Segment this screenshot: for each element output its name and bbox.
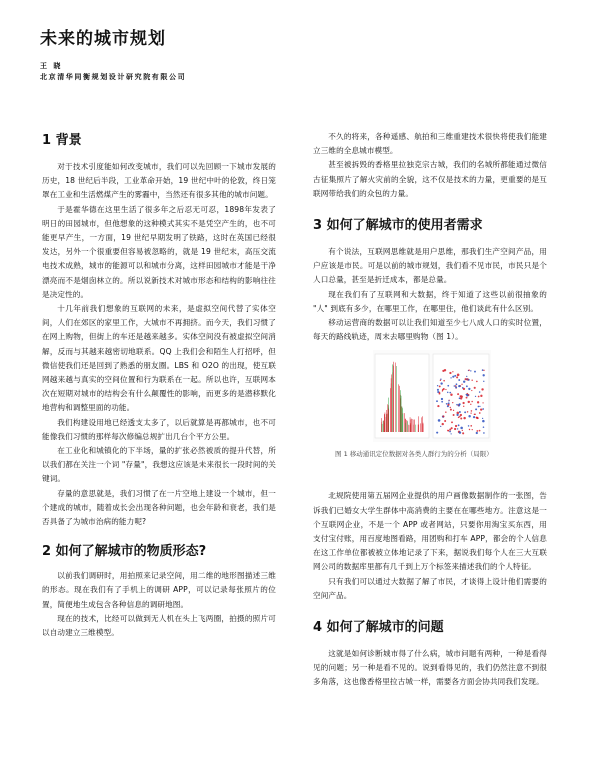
scatter-dot — [447, 430, 449, 432]
scatter-dot — [474, 371, 476, 373]
scatter-dot — [458, 380, 460, 382]
paragraph: 只有我们可以通过大数据了解了市民，才谈得上设计他们需要的空间产品。 — [313, 576, 547, 600]
scatter-dot — [456, 377, 458, 379]
paragraph: 甚至被拆毁的香格里拉独克宗古城，我们的名城所都能通过微信古征集照片了解火灾前的全貌，这不仅是技术的力量，更重要的是互联网带给我们的众包的力量。 — [313, 160, 547, 198]
scatter-dot — [452, 376, 454, 378]
scatter-dot — [482, 370, 484, 372]
scatter-dot — [471, 390, 472, 391]
scatter-dot — [437, 405, 439, 407]
scatter-dot — [470, 404, 471, 405]
paragraph: 存量的意思就是，我们习惯了在一片空地上建设一个城市，但一个建成的城市，随着成长会出现各种问题，也会年龄和衰老，我们是否具备了为城市治病的能力呢? — [42, 488, 276, 527]
scatter-dot — [459, 411, 461, 413]
scatter-dot — [466, 376, 467, 377]
scatter-dot — [441, 401, 443, 403]
scatter-dot — [446, 403, 448, 405]
scatter-dot — [476, 381, 478, 383]
scatter-dot — [457, 394, 459, 396]
scatter-dot — [468, 388, 470, 390]
scatter-dot — [452, 372, 453, 373]
scatter-dot — [479, 413, 481, 415]
scatter-dot — [471, 401, 473, 403]
section-4-heading: 4 如何了解城市的问题 — [313, 620, 444, 636]
scatter-dot — [443, 380, 445, 382]
scatter-dot — [445, 389, 446, 390]
scatter-dot — [461, 384, 462, 385]
scatter-dot — [476, 417, 478, 419]
scatter-dot — [443, 388, 445, 390]
scatter-dot — [475, 396, 476, 397]
scatter-dot — [476, 432, 478, 434]
scatter-dot — [451, 422, 453, 424]
scatter-dot — [468, 426, 470, 428]
scatter-dot — [479, 406, 480, 407]
left-column — [42, 128, 276, 640]
scatter-dot — [438, 420, 441, 423]
scatter-dot — [437, 391, 439, 393]
scatter-dot — [483, 433, 485, 435]
scatter-dot — [482, 409, 484, 411]
scatter-dot — [483, 375, 485, 377]
scatter-dot — [466, 397, 468, 399]
scatter-dot — [468, 401, 470, 403]
scatter-dot — [447, 404, 449, 406]
scatter-dot — [439, 386, 441, 388]
scatter-dot — [449, 392, 451, 394]
paragraph: 不久的将来，各种遥感、航拍和三维重建技术很快将使我们能建立三维的全息城市模型。 — [313, 132, 547, 156]
scatter-dot — [483, 427, 485, 429]
scatter-dot — [451, 434, 452, 435]
scatter-dot — [437, 385, 438, 386]
scatter-dot — [458, 385, 460, 387]
scatter-dot — [449, 372, 451, 374]
figure-left-plot — [375, 354, 429, 438]
paragraph: 在工业化和城镇化的下半场，量的扩张必然被质的提升代替，所以我们都在关注一个词 "存量"，我想这应该是未来很长一段时间的关键词。 — [42, 446, 276, 484]
paragraph: 十几年前我们想象的互联网的未来，是虚拟空间代替了实体空间，人们在郊区的家里工作，大城市不再拥挤。而今天，我们习惯了在网上购物，但街上的车还是越来越多。实体空间没有被虚拟空间消解，反而与其越来越密切地联系。QQ 上我们会和陌生人打招呼，但微信使我们还是回到了熟悉的朋友圈。LBS 和 O2O 的出现，使互联网越来越与真实的空间位置和行为联系在一起。所以也许，互联网本次在短期对城市的结构会有什么颠覆性的影响，而更多的是潜移默化地营构和调整里面的功能。 — [42, 304, 276, 413]
scatter-dot — [462, 433, 464, 435]
scatter-dot — [475, 414, 476, 415]
paragraph: 于是霍华德在这里生活了很多年之后忍无可忍，1898年发表了明日的田园城市，但他想象的这种模式其实不是凭空产生的，也不可能更早产生，一方面，19 世纪早期发明了铁路，这时在英国已经很发达，另外一个很重要但容易被忽略的，就是 19 世纪末，高压交流电技术成熟，城市的能源可以和城市分离，这样田园城市才能是干净漂亮而不是烟囱林立的。所以说新技术对城市形态和结构的影响往往是决定性的。 — [42, 204, 276, 299]
scatter-dot — [437, 389, 439, 391]
scatter-dot — [480, 395, 482, 397]
scatter-dot — [440, 383, 442, 385]
scatter-dot — [436, 401, 438, 403]
scatter-dot — [472, 429, 473, 430]
scatter-dot — [450, 407, 451, 408]
page-title: 未来的城市规划 — [40, 29, 166, 49]
scatter-dot — [462, 402, 464, 404]
scatter-dot — [462, 430, 463, 431]
scatter-dot — [483, 381, 484, 382]
figure-caption: 图 1 移动通讯定位数据对各类人群行为的分析（局限） — [335, 450, 493, 459]
scatter-dot — [463, 381, 465, 383]
scatter-dot — [466, 379, 467, 380]
scatter-dot — [454, 428, 456, 430]
scatter-dot — [441, 398, 443, 400]
section-2-heading: 2 如何了解城市的物质形态? — [42, 544, 207, 560]
scatter-dot — [483, 370, 484, 371]
scatter-dot — [448, 401, 449, 402]
scatter-dot — [442, 370, 444, 372]
figure-1-image — [373, 350, 491, 442]
paragraph: 现在我们有了互联网和大数据，终于知道了这些以前很抽象的 "人" 到底有多少，在哪里工作，在哪里住，他们谈此有什么区别。 — [313, 289, 547, 313]
scatter-dot — [449, 429, 451, 431]
paragraph: 对于技术引度能如何改变城市，我们可以先回顾一下城市发展的历史，18 世纪后半段，工业革命开始，19 世纪中叶的伦敦，终日笼罩在工业和生活燃煤产生的雾霾中，当然还有很多其他的城市问题。 — [42, 162, 276, 200]
scatter-dot — [458, 425, 460, 427]
scatter-dot — [453, 410, 454, 411]
scatter-dot — [481, 389, 483, 391]
paragraph: 我们构建设用地已经透支太多了，以后就算是再都城市，也不可能像我们习惯的那样每次修编总规扩出几台个平方公里。 — [42, 417, 276, 441]
scatter-dot — [463, 406, 464, 407]
paragraph: 以前我们调研时，用拍照来记录空间，用二维的地形图描述三维的形态。现在我们有了手机上的调研 APP，可以记录每张照片的位置，简便地生成包含各种信息的调研地图。 — [42, 571, 276, 609]
paragraph: 这就是如何诊断城市得了什么病，城市问题有两种，一种是看得见的问题；另一种是看不见的。说到看得见的，我们仍然注意不到很多角落，这也像香格里拉古城一样，需要各方面会协共同我们发现。 — [313, 649, 547, 687]
scatter-dot — [455, 425, 457, 427]
scatter-dot — [474, 387, 476, 389]
scatter-dot — [475, 409, 477, 411]
figure-right-plot — [433, 354, 489, 438]
scatter-dot — [456, 414, 458, 416]
section-3-heading: 3 如何了解城市的使用者需求 — [313, 218, 483, 234]
scatter-dot — [457, 374, 460, 377]
scatter-dot — [460, 396, 462, 398]
scatter-dot — [466, 386, 468, 388]
scatter-dot — [447, 385, 449, 387]
scatter-dot — [459, 416, 461, 418]
scatter-dot — [459, 432, 461, 434]
scatter-dot — [459, 404, 461, 406]
scatter-dot — [478, 406, 480, 408]
scatter-dot — [471, 411, 473, 413]
scatter-dot — [479, 392, 481, 394]
scatter-dot — [470, 371, 471, 372]
scatter-dot — [452, 402, 453, 403]
scatter-dot — [478, 396, 480, 398]
scatter-dot — [456, 384, 458, 386]
author-name: 王 晓 — [40, 62, 63, 70]
paragraph: 有个说法，互联网思维就是用户思维，那我们生产空间产品，用户应该是市民。可是以前的城市规划，我们看不见市民，市民只是个人口总量，甚至是折迁成本，都是总量。 — [313, 247, 547, 285]
scatter-dot — [463, 388, 465, 390]
scatter-dot — [469, 429, 470, 430]
scatter-dot — [450, 378, 451, 379]
figure-1 — [313, 344, 547, 489]
scatter-dot — [464, 412, 466, 414]
scatter-dot — [473, 416, 475, 418]
paragraph: 移动运营商的数据可以让我们知道至少七八成人口的实时位置，每天的路线轨迹，周末去哪里购物（图 1）。 — [313, 318, 547, 342]
scatter-dot — [467, 412, 468, 413]
scatter-dot — [459, 398, 461, 400]
scatter-dot — [442, 423, 444, 425]
scatter-dot — [454, 386, 456, 388]
author-affiliation: 北京清华同衡规划设计研究院有限公司 — [40, 73, 187, 81]
scatter-dot — [457, 429, 458, 430]
scatter-dot — [449, 431, 451, 433]
scatter-dot — [460, 427, 463, 430]
scatter-dot — [466, 395, 468, 397]
scatter-dot — [436, 432, 438, 434]
paragraph: 北规院使用第五届网企业提供的用户画像数据制作的一张图，告诉我们已婚女大学生群体中高消费的主要在在哪些地方。注意这是一个互联网企业，不是一个 APP 或者网站，只要你用淘宝买东西，用支付宝付账，用百度地图看路，用团购和打车 APP，都会的个人信息在这工作单位都被被立体地记录了下来，据说我们每个人在三大互联网公司的数据库里都有几千到上万个标签来描述我们的个人特征。 — [313, 491, 547, 572]
scatter-dot — [468, 415, 470, 417]
scatter-dot — [440, 426, 441, 427]
scatter-dot — [454, 375, 456, 377]
paragraph: 现在的技术，比经可以做到无人机在头上飞两圈，拍摄的照片可以自动建立三维模型。 — [42, 613, 276, 638]
scatter-dot — [445, 412, 447, 414]
scatter-dot — [440, 380, 441, 381]
scatter-dot — [456, 404, 458, 406]
scatter-dot — [471, 380, 472, 381]
scatter-dot — [470, 413, 471, 414]
scatter-dot — [482, 418, 483, 419]
scatter-dot — [476, 431, 478, 433]
scatter-dot — [442, 416, 444, 418]
scatter-dot — [482, 420, 485, 423]
scatter-dot — [477, 402, 479, 404]
scatter-dot — [450, 409, 452, 411]
section-1-heading: 1 背景 — [42, 133, 82, 148]
right-column — [313, 130, 547, 690]
scatter-dot — [444, 420, 446, 422]
scatter-dot — [460, 418, 462, 420]
scatter-dot — [468, 370, 469, 371]
scatter-dot — [453, 414, 455, 416]
scatter-dot — [479, 430, 481, 432]
scatter-dot — [470, 425, 472, 427]
scatter-dot — [450, 394, 452, 396]
scatter-dot — [480, 409, 482, 411]
scatter-dot — [455, 387, 457, 389]
scatter-dot — [482, 403, 483, 404]
scatter-dot — [463, 417, 465, 419]
scatter-dot — [447, 392, 448, 393]
